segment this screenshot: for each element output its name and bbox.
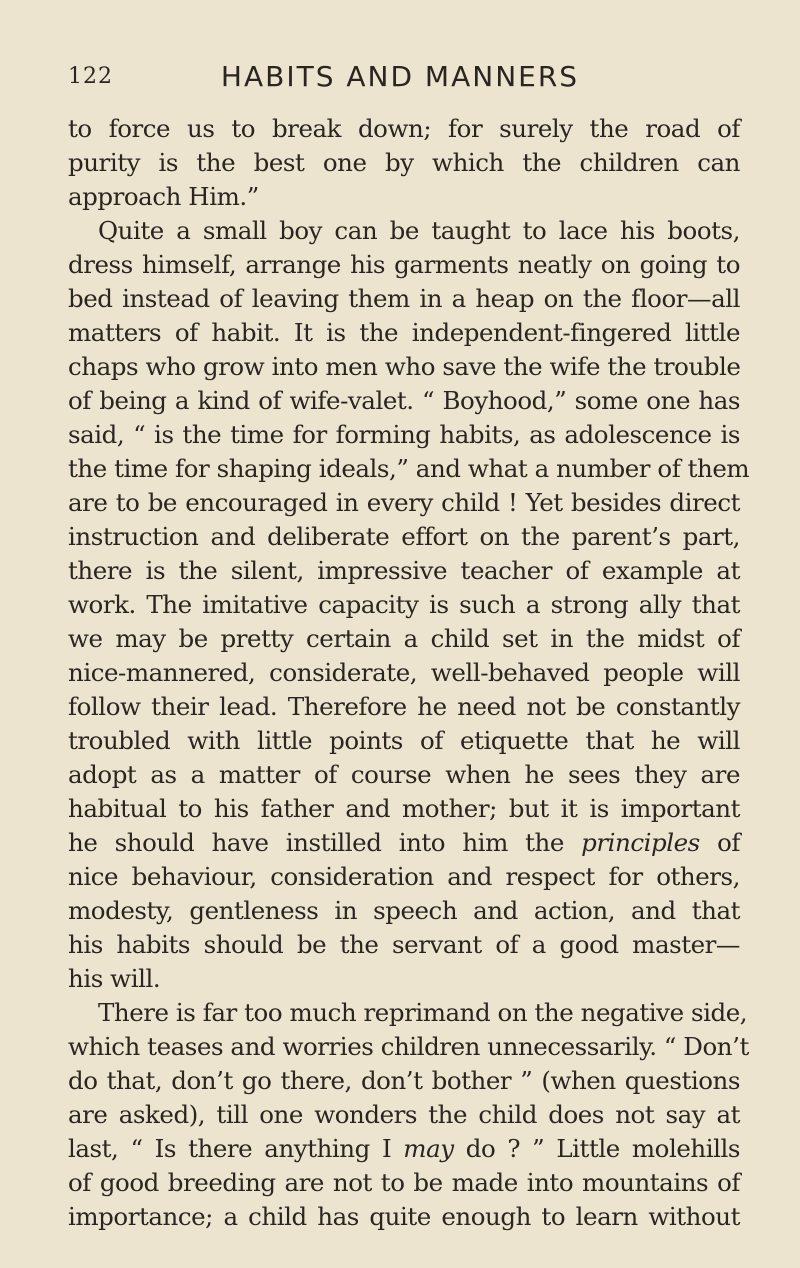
text-line: the time for shaping ideals,” and what a number of them (68, 454, 750, 483)
text-line: said, “ is the time for forming habits, as adolescence is (68, 420, 740, 449)
text-line: bed instead of leaving them in a heap on the floor—all (68, 284, 740, 313)
text-fragment: last, “ Is there anything I (68, 1134, 404, 1163)
text-line: we may be pretty certain a child set in the midst of (68, 624, 740, 653)
text-fragment: he should have instilled into him the (68, 828, 582, 857)
text-fragment: of (699, 828, 740, 857)
text-line: modesty, gentleness in speech and action, and that (68, 896, 740, 925)
text-line: habitual to his father and mother; but it is important (68, 794, 740, 823)
emphasis-principles: principles (581, 828, 700, 857)
text-fragment: do ? ” Little molehills (453, 1134, 740, 1163)
text-line: troubled with little points of etiquette that he will (68, 726, 740, 755)
text-line: importance; a child has quite enough to learn without (68, 1202, 740, 1231)
text-line: adopt as a matter of course when he sees they are (68, 760, 740, 789)
text-line: there is the silent, impressive teacher of example at (68, 556, 740, 585)
text-line: Quite a small boy can be taught to lace his boots, (98, 216, 740, 245)
text-line: follow their lead. Therefore he need not be constantly (68, 692, 740, 721)
text-line: his will. (68, 964, 161, 993)
text-line: chaps who grow into men who save the wife the trouble (68, 352, 741, 381)
running-title: HABITS AND MANNERS (220, 60, 580, 93)
page-number: 122 (68, 64, 113, 89)
text-line: purity is the best one by which the children can (68, 148, 740, 177)
text-line (68, 1132, 740, 1166)
body-text (68, 112, 750, 1234)
text-line: of good breeding are not to be made into mountains of (68, 1168, 740, 1197)
text-line (68, 826, 740, 860)
text-line: which teases and worries children unnecessarily. “ Don’t (68, 1032, 749, 1061)
text-line: his habits should be the servant of a good master— (68, 930, 740, 959)
text-line: approach Him.” (68, 182, 259, 211)
text-line: matters of habit. It is the independent-fingered little (68, 318, 740, 347)
text-line: are to be encouraged in every child ! Yet besides direct (68, 488, 740, 517)
emphasis-may: may (403, 1134, 454, 1163)
text-line: There is far too much reprimand on the negative side, (98, 998, 748, 1027)
text-line: nice-mannered, considerate, well-behaved people will (68, 658, 740, 687)
text-line: instruction and deliberate effort on the parent’s part, (68, 522, 740, 551)
text-line: dress himself, arrange his garments neatly on going to (68, 250, 740, 279)
text-line: to force us to break down; for surely the road of (68, 114, 740, 143)
text-line: are asked), till one wonders the child does not say at (68, 1100, 740, 1129)
text-line: do that, don’t go there, don’t bother ” (when questions (68, 1066, 740, 1095)
text-line: work. The imitative capacity is such a strong ally that (68, 590, 740, 619)
text-line: nice behaviour, consideration and respect for others, (68, 862, 740, 891)
text-line: of being a kind of wife-valet. “ Boyhood,” some one has (68, 386, 740, 415)
